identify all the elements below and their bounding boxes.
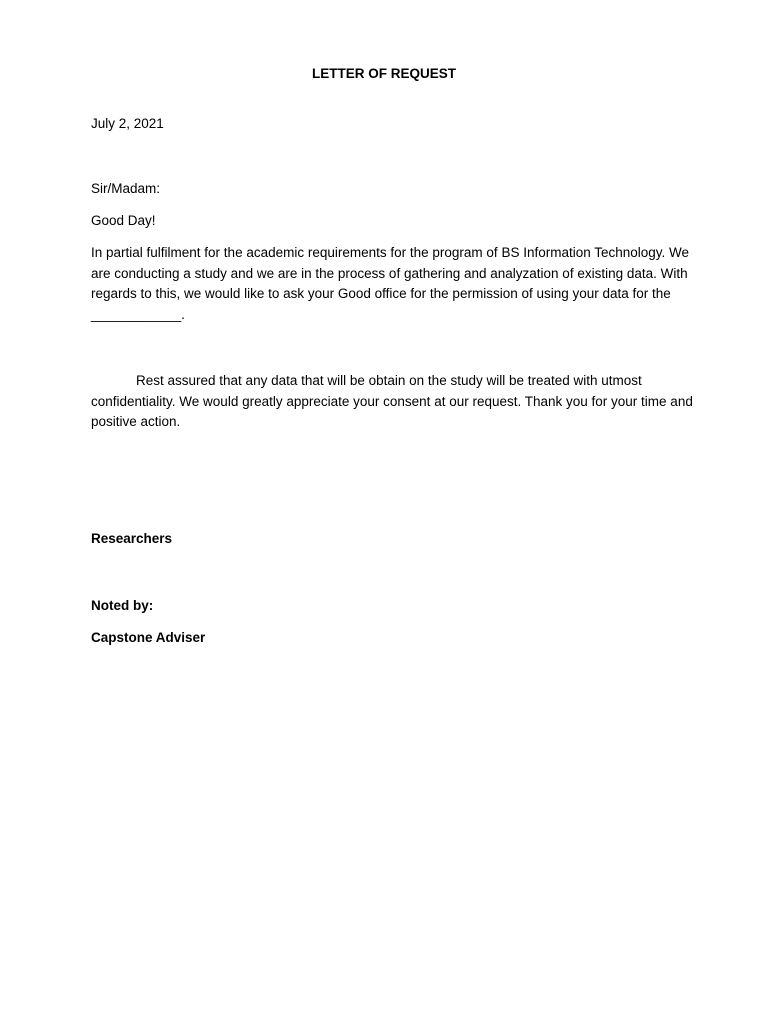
letter-date: July 2, 2021 [91, 116, 164, 131]
adviser-label: Capstone Adviser [91, 630, 206, 645]
assurance-paragraph [91, 371, 693, 433]
paragraph-line: confidentiality. We would greatly appreciate your consent at our request. Thank you for your time and [91, 393, 693, 409]
researchers-label: Researchers [91, 531, 173, 546]
request-paragraph [91, 243, 690, 325]
salutation: Sir/Madam: [91, 181, 161, 196]
paragraph-line: are conducting a study and we are in the process of gathering and analyzation of existing data. With [91, 265, 688, 281]
letter-title: LETTER OF REQUEST [311, 66, 456, 81]
paragraph-line: regards to this, we would like to ask your Good office for the permission of using your data for the [91, 286, 671, 301]
greeting: Good Day! [91, 213, 156, 228]
paragraph-line: positive action. [91, 414, 181, 429]
paragraph-line: In partial fulfilment for the academic requirements for the program of BS Information Technology. We [91, 245, 690, 260]
paragraph-line: Rest assured that any data that will be obtain on the study will be treated with utmost [136, 373, 642, 388]
paragraph-line: ____________. [91, 306, 185, 322]
noted-by-label: Noted by: [91, 598, 154, 613]
